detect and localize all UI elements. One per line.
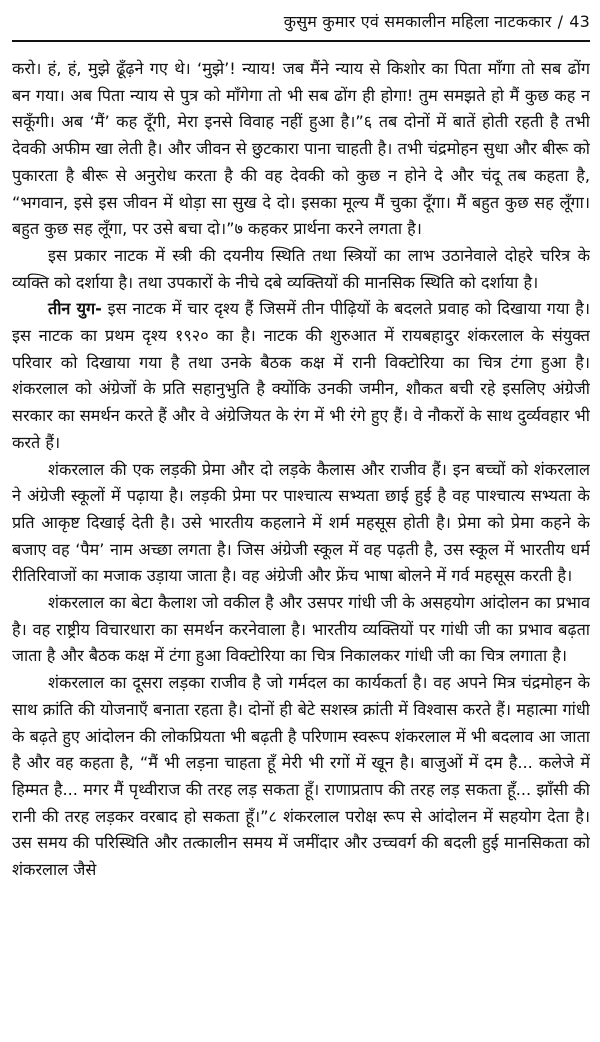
section-heading: तीन युग- bbox=[48, 299, 102, 319]
page-number: 43 bbox=[569, 11, 590, 31]
paragraph-2 bbox=[12, 243, 590, 296]
paragraph-text: शंकरलाल का दूसरा लड़का राजीव है जो गर्मदल का कार्यकर्ता है। वह अपने मित्र चंद्रमोहन के साथ क्रांति की योजनाएँ बनाता रहता है। दोनों ही बेटे सशस्त्र क्रांती में विश्वास करते हैं। महात्मा गांधी के बढ़ते हुए आंदोलन की लोकप्रियता भी बढ़ती है परिणाम स्वरूप शंकरलाल में भी बदलाव आ जाता है और वह कहता है, “मैं भी लड़ना चाहता हूँ मेरी भी रगों में खून है। बाजुओं में दम है... कलेजे में हिम्मत है... मगर मैं पृथ्वीराज की तरह लड़ सकता हूँ। राणाप्रताप की तरह लड़ सकता हूँ... झाँसी की रानी की तरह लड़कर वरबाद हो सकता हूँ।”८ शंकरलाल परोक्ष रूप से आंदोलन में सहयोग देता है। उस समय की परिस्थिति और तत्कालीन समय में जमींदार और उच्चवर्ग की बदली हुई मानसिकता को शंकरलाल जैसे bbox=[12, 673, 590, 880]
paragraph-text: शंकरलाल की एक लड़की प्रेमा और दो लड़के कैलास और राजीव हैं। इन बच्चों को शंकरलाल ने अंग्रेजी स्कूलों में पढ़ाया है। लड़की प्रेमा पर पाश्चात्य सभ्यता छाई हुई है वह पाश्चात्य सभ्यता के प्रति आकृष्ट दिखाई देती है। उसे भारतीय कहलाने में शर्म महसूस होती है। प्रेमा को प्रेमा कहने के बजाए वह ‘पैम’ नाम अच्छा लगता है। जिस अंग्रेजी स्कूल में वह पढ़ती है, उस स्कूल में भारतीय धर्म रीतिरिवाजों का मजाक उड़ाया जाता है। वह अंग्रेजी और फ्रेंच भाषा बोलने में गर्व महसूस करती है। bbox=[12, 459, 590, 586]
header-rule bbox=[12, 40, 590, 42]
running-header-title: कुसुम कुमार एवं समकालीन महिला नाटककार bbox=[283, 12, 552, 31]
paragraph-text: इस नाटक में चार दृश्य हैं जिसमें तीन पीढ़ियों के बदलते प्रवाह को दिखाया गया है। इस नाटक का प्रथम दृश्य १९२० का है। नाटक की शुरुआत में रायबहादुर शंकरलाल के संयुक्त परिवार को दिखाया गया है तथा उनके बैठक कक्ष में रानी विक्टोरिया का चित्र टंगा हुआ है। शंकरलाल को अंग्रेजों के प्रति सहानुभुति है क्योंकि उनकी जमीन, शौकत बची रहे इसलिए अंग्रेजी सरकार का समर्थन करते हैं और वे अंग्रेजियत के रंग में भी रंगे हुए हैं। वे नौकरों के साथ दुर्व्यवहार भी करते हैं। bbox=[12, 299, 590, 452]
header-separator: / bbox=[557, 11, 564, 31]
paragraph-text: शंकरलाल का बेटा कैलाश जो वकील है और उसपर गांधी जी के असहयोग आंदोलन का प्रभाव है। वह राष्ट्रीय विचारधारा का समर्थन करनेवाला है। भारतीय व्यक्तियों पर गांधी जी का प्रभाव बढ़ता जाता है और बैठक कक्ष में टंगा हुआ विक्टोरिया का चित्र निकालकर गांधी जी का चित्र लगाता है। bbox=[12, 593, 590, 666]
page-body bbox=[12, 56, 590, 1034]
paragraph-4 bbox=[12, 457, 590, 591]
paragraph-3 bbox=[12, 296, 590, 456]
paragraph-text: इस प्रकार नाटक में स्त्री की दयनीय स्थिति तथा स्त्रियों का लाभ उठानेवाले दोहरे चरित्र के व्यक्ति को दर्शाया है। तथा उपकारों के नीचे दबे व्यक्तियों की मानसिक स्थिति को दर्शाया है। bbox=[12, 245, 590, 292]
running-header bbox=[12, 6, 590, 36]
paragraph-6 bbox=[12, 670, 590, 884]
paragraph-1 bbox=[12, 56, 590, 243]
paragraph-5 bbox=[12, 590, 590, 670]
paragraph-text: करो। हं, हं, मुझे ढूँढ़ने गए थे। ‘मुझे’! न्याय! जब मैंने न्याय से किशोर का पिता माँगा तो सब ढोंग बन गया। अब पिता न्याय से पुत्र को माँगेगा तो भी सब ढोंग ही होगा! तुम समझते हो मैं कुछ कह न सकूँगी। अब ‘मैं’ कह दूँगी, मेरा इनसे विवाह नहीं हुआ है।”६ तब दोनों में बातें होती रहती है तभी देवकी अफीम खा लेती है। और जीवन से छुटकारा पाना चाहती है। तभी चंद्रमोहन सुधा और बीरू को पुकारता है बीरू से अनुरोध करता है की वह देवकी को कुछ न होने दे और चंदू तब कहता है, “भगवान, इसे इस जीवन में थोड़ा सा सुख दे दो। इसका मूल्य मैं चुका दूँगा। मैं बहुत कुछ सह लूँगा। बहुत कुछ सह लूँगा, पर उसे बचा दो।”७ कहकर प्रार्थना करने लगता है। bbox=[12, 59, 590, 239]
